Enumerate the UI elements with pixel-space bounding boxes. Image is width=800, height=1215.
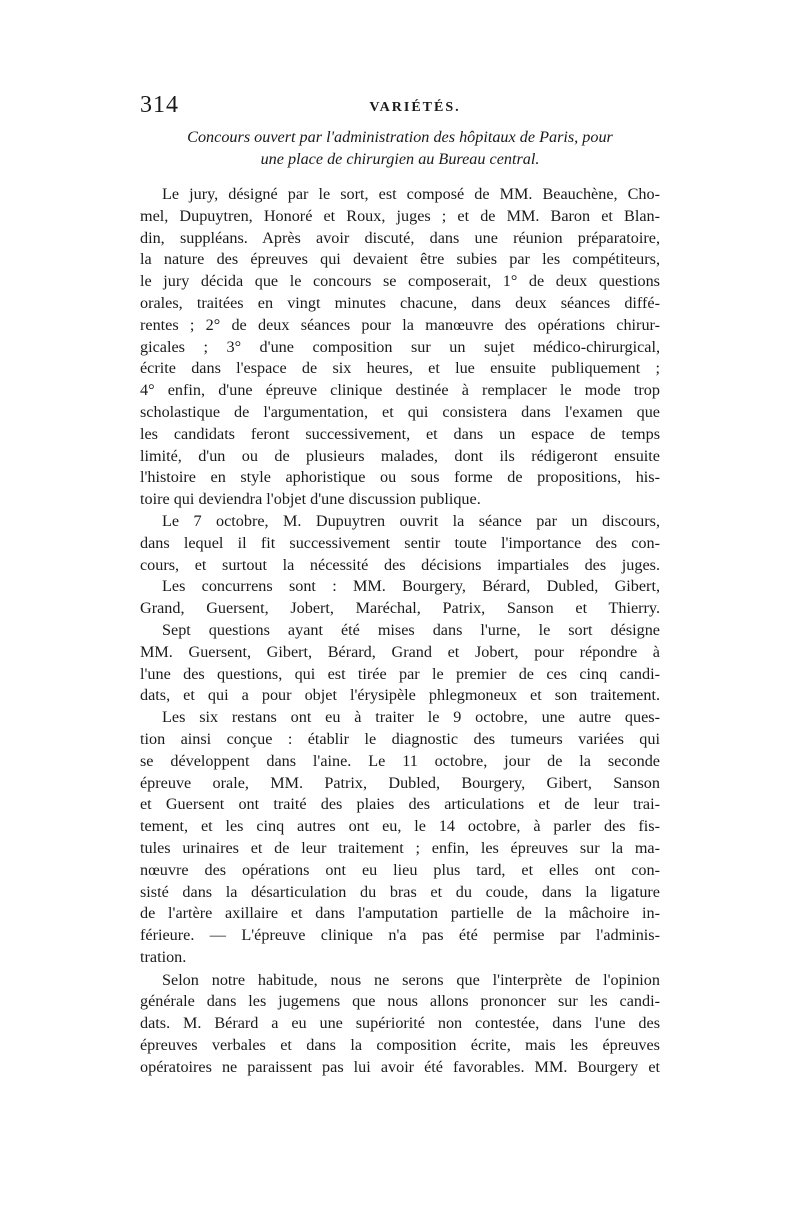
text-line: MM. Guersent, Gibert, Bérard, Grand et Jobert, pour répondre à [140,642,660,661]
text-line: Selon notre habitude, nous ne serons que l'interprète de l'opinion [162,970,660,989]
text-line: dats. M. Bérard a eu une supériorité non contestée, dans l'une des [140,1014,660,1033]
text-line: l'une des questions, qui est tirée par le premier de ces cinq candi- [140,664,660,683]
text-line: tement, et les cinq autres ont eu, le 14 octobre, à parler des fis- [140,817,660,836]
text-line: tration. [140,947,187,966]
article-title-line: Concours ouvert par l'administration des hôpitaux de Paris, pour [187,128,613,146]
text-line: orales, traitées en vingt minutes chacune, dans deux séances diffé- [140,293,660,312]
text-line: Le jury, désigné par le sort, est composé de MM. Beauchène, Cho- [162,185,660,203]
page-number: 314 [140,92,179,118]
text-line: Grand, Guersent, Jobert, Maréchal, Patrix, Sanson et Thierry. [140,599,660,618]
text-line: dats, et qui a pour objet l'érysipèle phlegmoneux et son traitement. [140,686,660,705]
text-line: le jury décida que le concours se composerait, 1° de deux questions [140,272,660,291]
text-line: nœuvre des opérations ont eu lieu plus tard, et elles ont con- [140,860,660,879]
text-line: cours, et surtout la nécessité des décisions impartiales des juges. [140,555,660,574]
text-line: Les six restans ont eu à traiter le 9 octobre, une autre ques- [162,708,660,727]
text-line: épreuves verbales et dans la composition écrite, mais les épreuves [140,1036,660,1055]
text-line: tion ainsi conçue : établir le diagnostic des tumeurs variées qui [140,729,660,748]
text-line: Le 7 octobre, M. Dupuytren ouvrit la séance par un discours, [162,511,660,530]
article-body [140,184,660,1079]
article-title-line: une place de chirurgien au Bureau central. [260,150,540,168]
text-line: et Guersent ont traité des plaies des articulations et de leur trai- [140,795,660,814]
text-line: l'histoire en style aphoristique ou sous forme de propositions, his- [140,468,660,487]
text-line: gicales ; 3° d'une composition sur un sujet médico-chirurgical, [140,337,660,356]
text-line: mel, Dupuytren, Honoré et Roux, juges ; et de MM. Baron et Blan- [140,206,660,225]
text-line: 4° enfin, d'une épreuve clinique destinée à remplacer le mode trop [140,381,660,400]
text-line: férieure. — L'épreuve clinique n'a pas été permise par l'adminis- [140,926,660,945]
text-line: din, suppléans. Après avoir discuté, dans une réunion préparatoire, [140,228,660,247]
text-line: générale dans les jugemens que nous allons prononcer sur les candi- [140,992,660,1011]
article-title [140,126,660,170]
text-line: limité, d'un ou de plusieurs malades, dont ils rédigeront ensuite [140,446,660,465]
text-line: tules urinaires et de leur traitement ; enfin, les épreuves sur la ma- [140,838,660,857]
text-line: toire qui deviendra l'objet d'une discussion publique. [140,490,481,509]
text-line: scholastique de l'argumentation, et qui consistera dans l'examen que [140,402,660,421]
text-line: les candidats feront successivement, et dans un espace de temps [140,424,660,443]
text-line: écrite dans l'espace de six heures, et lue ensuite publiquement ; [140,359,660,378]
text-line: rentes ; 2° de deux séances pour la manœuvre des opérations chirur- [140,315,660,334]
book-page [140,92,660,1079]
text-line: Sept questions ayant été mises dans l'urne, le sort désigne [162,620,660,639]
text-line: opératoires ne paraissent pas lui avoir été favorables. MM. Bourgery et [140,1057,660,1076]
text-line: épreuve orale, MM. Patrix, Dubled, Bourgery, Gibert, Sanson [140,773,660,792]
text-line: sisté dans la désarticulation du bras et du coude, dans la ligature [140,882,660,901]
text-line: de l'artère axillaire et dans l'amputation partielle de la mâchoire in- [140,904,660,923]
running-head [140,92,660,126]
running-title: VARIÉTÉS. [369,100,461,115]
text-line: Les concurrens sont : MM. Bourgery, Bérard, Dubled, Gibert, [162,577,660,596]
text-line: la nature des épreuves qui devaient être subies par les compétiteurs, [140,250,660,269]
text-line: dans lequel il fit successivement sentir toute l'importance des con- [140,533,660,552]
text-line: se développent dans l'aine. Le 11 octobre, jour de la seconde [140,751,660,770]
